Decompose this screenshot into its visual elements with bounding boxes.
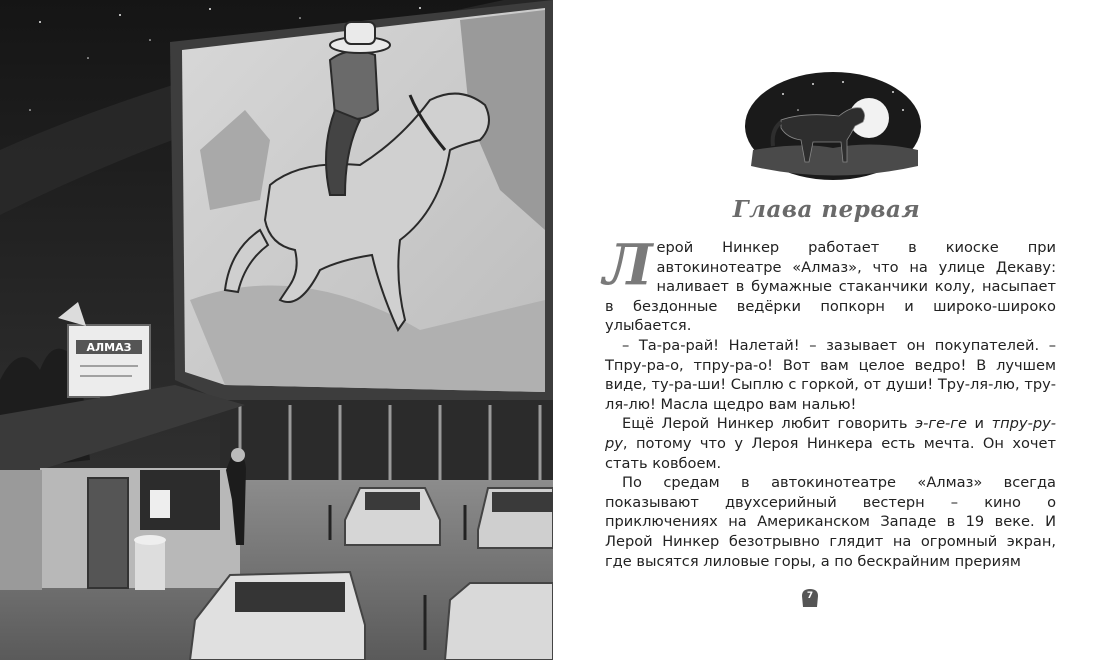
paragraph-3-after: , потому что у Лероя Нинкера есть мечта. Он хочет стать ковбоем. [605, 434, 1056, 472]
paragraph-2: – Та-ра-рай! Налетай! – зазывает он покупателей. – Тпру-ра-о, тпру-ра-о! Вот вам целое ведро! В лучшем виде, ту-ра-ши! Сыплю с горкой, от души! Тру-ля-лю, тру-ля-лю! Масла щедро вам налью! [605, 336, 1056, 413]
paragraph-3-italic-2: тпру-ру-ру [605, 415, 1056, 452]
paragraph-3-mid: и [966, 415, 992, 433]
paragraph-3 [605, 414, 1056, 473]
chapter-body [603, 232, 1056, 571]
paragraph-3-italic-1: э-ге-ге [915, 415, 967, 433]
paragraph-1-text: ерой Нинкер работает в киоске при автокинотеатре «Алмаз», что на улице Декаву: наливает в бумажные стаканчики колу, насыпает в бездонные ведёрки попкорн и широко-широко улыбается. [605, 239, 1056, 335]
paragraph-3-before: Ещё Лерой Нинкер любит говорить [622, 415, 916, 433]
drop-cap: Л [603, 232, 653, 298]
kiosk-building [0, 385, 245, 590]
page-number-badge [799, 587, 821, 609]
page-number: 7 [806, 591, 814, 601]
sign-label: АЛМАЗ [86, 341, 132, 354]
text-page [553, 0, 1100, 660]
chapter-vignette-horse [743, 70, 923, 182]
paragraph-1 [603, 232, 1056, 336]
paragraph-4: По средам в автокинотеатре «Алмаз» всегда показывают двухсерийный вестерн – кино о приключениях на Американском Западе в 19 веке. И Лерой Нинкер безотрывно глядит на огромный экран, где высятся лиловые горы, а по бескрайним прериям [605, 474, 1056, 570]
chapter-title: Глава первая [732, 196, 921, 223]
